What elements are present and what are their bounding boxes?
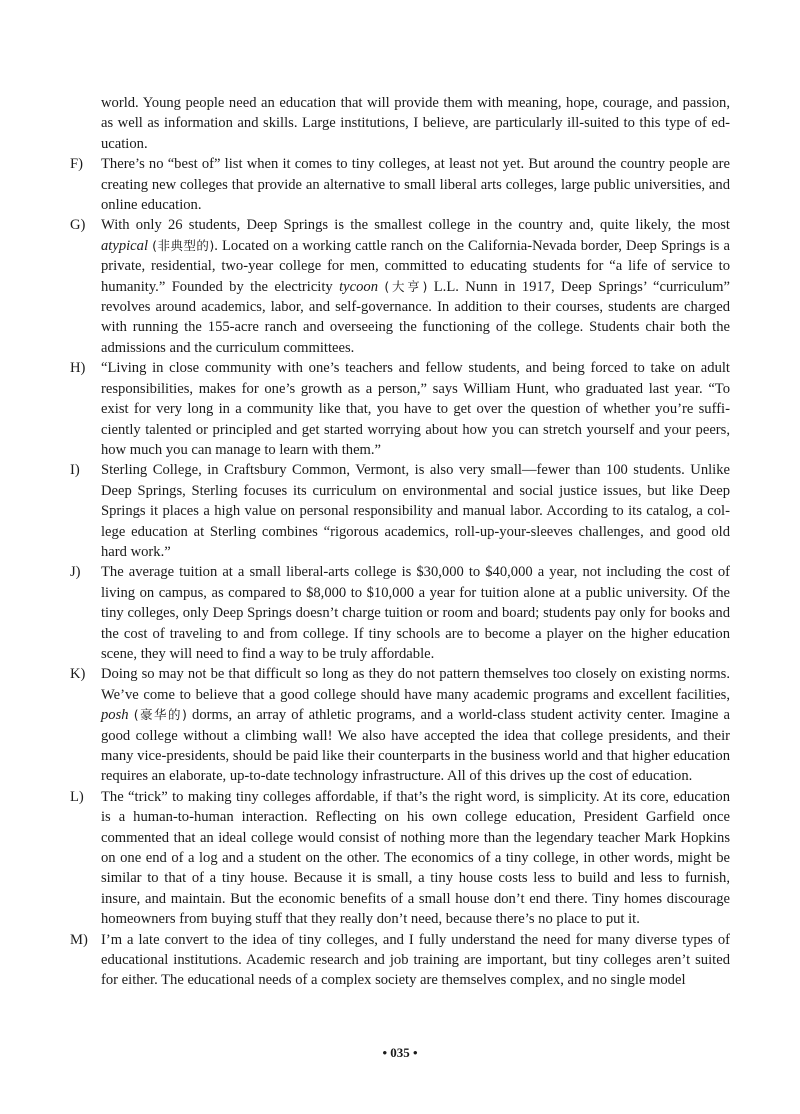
paragraph-label: L) bbox=[70, 788, 84, 805]
paragraph-label: K) bbox=[70, 666, 86, 683]
page-number: • 035 • bbox=[382, 1045, 418, 1060]
vocab-gloss: (非典型的) bbox=[152, 237, 215, 253]
paragraph-G bbox=[70, 215, 730, 358]
paragraph-continued bbox=[70, 93, 730, 154]
paragraph-text: There’s no “best of” list when it comes to tiny colleges, at least not yet. But around the country people are creating new colleges that provide an alternative to small liberal arts colleges, large public universities, and online education. bbox=[101, 156, 730, 214]
paragraph-M bbox=[70, 930, 730, 991]
paragraph-label: H) bbox=[70, 360, 86, 377]
paragraph-text: “Living in close community with one’s teachers and fellow students, and being forced to take on adult responsibilities, makes for one’s growth as a person,” says William Hunt, who graduated last year. “To exist for very long in a community like that, you have to get over the question of whether you’re sufficiently talented or principled and get started worrying about how you can stretch yourself and your peers, how much you can manage to learn with them.” bbox=[101, 360, 730, 458]
paragraph-L bbox=[70, 787, 730, 930]
paragraph-label: J) bbox=[70, 564, 81, 581]
paragraph-label: F) bbox=[70, 156, 83, 173]
paragraph-text: The “trick” to making tiny colleges affordable, if that’s the right word, is simplicity. At its core, education is a human-to-human interaction. Reflecting on his own college education, President Garfield once commented that an ideal college would consist of nothing more than the legendary teacher Mark Hopkins on one end of a log and a student on the other. The economics of a tiny college, in other words, might be similar to that of a tiny house. Because it is small, a tiny house costs less to build and less to furnish, insure, and maintain. But the economic benefits of a small house don’t end there. Tiny homes discourage homeowners from buying stuff that they really don’t need, because there’s no place to put it. bbox=[101, 788, 730, 928]
paragraph-text: With only 26 students, Deep Springs is the smallest college in the country and, quite likely, the most atypical (非典型的). Located on a working cattle ranch on the California-Nevada border, Deep Springs is a private, residential, two-year college for men, committed to educating students for “a life of service to humanity.” Founded by the electricity tycoon (大亨) L.L. Nunn in 1917, Deep Springs’ “curriculum” revolves around academics, labor, and self-governance. In addition to their courses, students are charged with running the 155-acre ranch and overseeing the functioning of the college. Students chair both the admissions and the curriculum committees. bbox=[101, 217, 730, 356]
vocab-term: atypical bbox=[101, 237, 149, 254]
paragraph-K bbox=[70, 664, 730, 786]
paragraph-label: M) bbox=[70, 931, 88, 948]
paragraph-text: The average tuition at a small liberal-arts college is $30,000 to $40,000 a year, not including the cost of living on campus, as compared to $8,000 to $10,000 a year for tuition alone at a public university. Of the tiny colleges, only Deep Springs doesn’t charge tuition or room and board; students pay only for books and the cost of traveling to and from college. If tiny schools are to become a player on the higher education scene, they will need to find a way to be truly affordable. bbox=[101, 564, 730, 662]
paragraph-H bbox=[70, 358, 730, 460]
paragraph-text: Sterling College, in Craftsbury Common, Vermont, is also very small—fewer than 100 students. Unlike Deep Springs, Sterling focuses its curriculum on environmental and social justice issues, but like Deep Springs it places a high value on personal responsibility and manual labor. According to its catalog, a college education at Sterling combines “rigorous academics, roll-up-your-sleeves challenges, and good old hard work.” bbox=[101, 462, 730, 560]
paragraph-label: G) bbox=[70, 217, 86, 234]
paragraph-label: I) bbox=[70, 462, 80, 479]
paragraph-I bbox=[70, 460, 730, 562]
vocab-term: tycoon bbox=[339, 278, 378, 295]
paragraph-text: world. Young people need an education that will provide them with meaning, hope, courage, and passion, as well as information and skills. Large institutions, I believe, are particularly ill-suited to this type of education. bbox=[101, 95, 730, 152]
paragraph-text: Doing so may not be that difficult so long as they do not pattern themselves too closely on existing norms. We’ve come to believe that a good college should have many academic programs and excellent facilities, posh (豪华的) dorms, an array of athletic programs, and a world-class student activity center. Imagine a good college without a climbing wall! We also have accepted the idea that college presidents, and their many vice-presidents, should be paid like their counterparts in the business world and that higher education requires an elaborate, up-to-date technology infrastructure. All of this drives up the cost of education. bbox=[101, 666, 730, 785]
vocab-gloss: (大亨) bbox=[384, 278, 428, 294]
paragraph-J bbox=[70, 562, 730, 664]
vocab-term: posh bbox=[101, 707, 129, 724]
paragraph-F bbox=[70, 154, 730, 215]
vocab-gloss: (豪华的) bbox=[133, 707, 187, 723]
paragraph-text: I’m a late convert to the idea of tiny colleges, and I fully understand the need for many diverse types of educational institutions. Academic research and job training are important, but tiny colleges aren’t suited for either. The educational needs of a complex society are themselves complex, and no single model bbox=[101, 931, 730, 989]
